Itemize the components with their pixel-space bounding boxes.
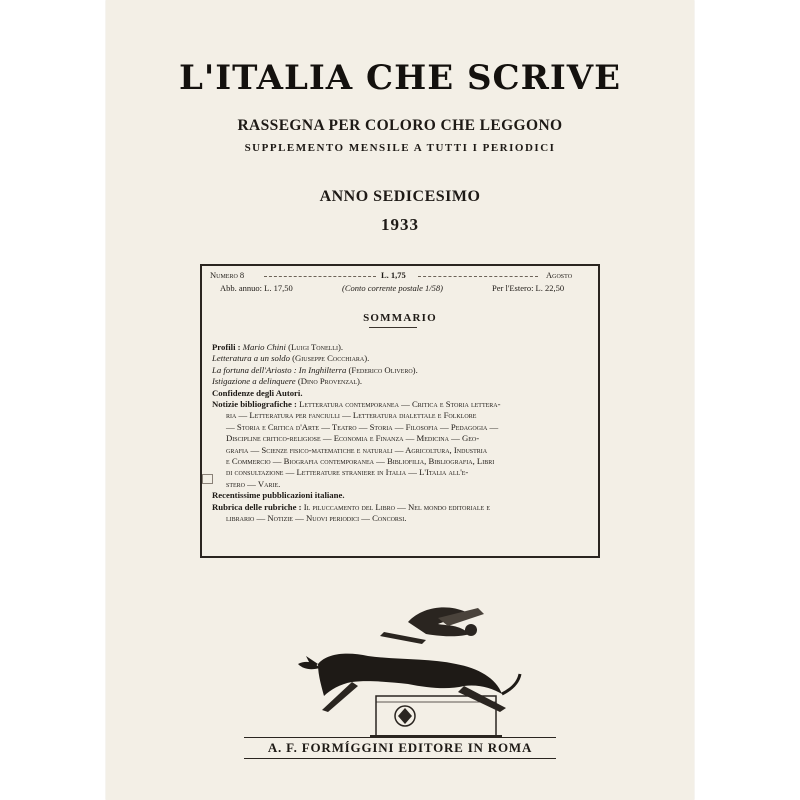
year-label: ANNO SEDICESIMO xyxy=(319,188,481,205)
recentissime-section: Recentissime pubblicazioni italiane. xyxy=(212,490,345,501)
figure-head xyxy=(465,624,477,636)
article-author: (Luigi Tonelli). xyxy=(288,342,344,352)
article-title: La fortuna dell'Ariosto : In Inghilterra xyxy=(212,364,347,375)
footer-rule-top xyxy=(244,737,556,738)
table-of-contents-box xyxy=(200,264,600,558)
notizie-text: ria — Letteratura per fanciulli — Letteratura dialettale e Folklore xyxy=(226,410,477,421)
publication-year: 1933 xyxy=(381,215,419,234)
issue-price: L. 1,75 xyxy=(381,270,406,280)
notizie-text: di consultazione — Letterature straniere in Italia — L'Italia all'e- xyxy=(226,467,469,478)
printer-registration-mark xyxy=(202,474,213,484)
notizie-label: Notizie bibliografiche : xyxy=(212,399,297,410)
rubrica-label: Rubrica delle rubriche : xyxy=(212,501,302,512)
issue-month: Agosto xyxy=(546,270,573,280)
notizie-text: e Commercio — Biografia contemporanea — Bibliofilia, Bibliografia, Libri xyxy=(226,456,495,467)
notizie-text: grafia — Scienze fisico-matematiche e naturali — Agricoltura, Industria xyxy=(226,444,488,455)
notizie-text: Discipline critico-religiose — Economia e Finanza — Medicina — Geo- xyxy=(226,433,480,444)
footer-rule-bottom xyxy=(244,758,556,759)
postal-account: (Conto corrente postale 1/58) xyxy=(342,283,443,293)
profili-label: Profili : xyxy=(212,342,241,352)
article-author: (Federico Olivero). xyxy=(348,364,418,375)
publisher-footer: A. F. FORMÍGGINI EDITORE IN ROMA xyxy=(267,740,533,755)
notizie-text: — Storia e Critica d'Arte — Teatro — Storia — Filosofia — Pedagogia — xyxy=(226,421,499,432)
animal-head xyxy=(298,662,320,669)
list-item xyxy=(212,399,592,410)
journal-supplement-line: SUPPLEMENTO MENSILE A TUTTI I PERIODICI xyxy=(244,142,556,154)
staff-shape xyxy=(380,632,426,644)
annual-subscription: Abb. annuo: L. 17,50 xyxy=(220,283,293,293)
article-title: Letteratura a un soldo xyxy=(212,353,290,364)
list-item xyxy=(212,502,592,513)
journal-cover-page xyxy=(106,0,694,800)
winged-figure xyxy=(408,607,470,636)
list-item xyxy=(212,353,592,364)
notizie-text: Letteratura contemporanea — Critica e Storia lettera- xyxy=(299,399,501,410)
list-item xyxy=(212,342,592,353)
contents-heading: SOMMARIO xyxy=(363,312,437,324)
rubrica-text: Il piluccamento del Libro — Nel mondo editoriale e xyxy=(303,501,491,512)
contents-list xyxy=(212,342,592,525)
seal-mark xyxy=(398,708,412,724)
contents-heading-rule xyxy=(369,327,417,328)
journal-subtitle: RASSEGNA PER COLORO CHE LEGGONO xyxy=(237,117,563,134)
list-item xyxy=(212,365,592,376)
article-author: (Giuseppe Cocchiara). xyxy=(292,353,370,364)
notizie-text: stero — Varie. xyxy=(226,478,281,489)
article-title: Istigazione a delinquere xyxy=(212,376,296,387)
header-dashed-rule xyxy=(418,276,538,277)
animal-tail xyxy=(502,674,520,694)
rubrica-text: librario — Notizie — Nuovi periodici — Concorsi. xyxy=(226,513,407,524)
foreign-price: Per l'Estero: L. 22,50 xyxy=(492,283,565,293)
confidenze-section: Confidenze degli Autori. xyxy=(212,387,303,398)
article-title: Mario Chini xyxy=(242,342,286,352)
list-item xyxy=(212,376,592,387)
header-dashed-rule xyxy=(264,276,376,277)
article-author: (Dino Provenzal). xyxy=(297,376,363,387)
journal-title: L'ITALIA CHE SCRIVE xyxy=(178,58,622,98)
issue-number: Numero 8 xyxy=(210,270,245,280)
